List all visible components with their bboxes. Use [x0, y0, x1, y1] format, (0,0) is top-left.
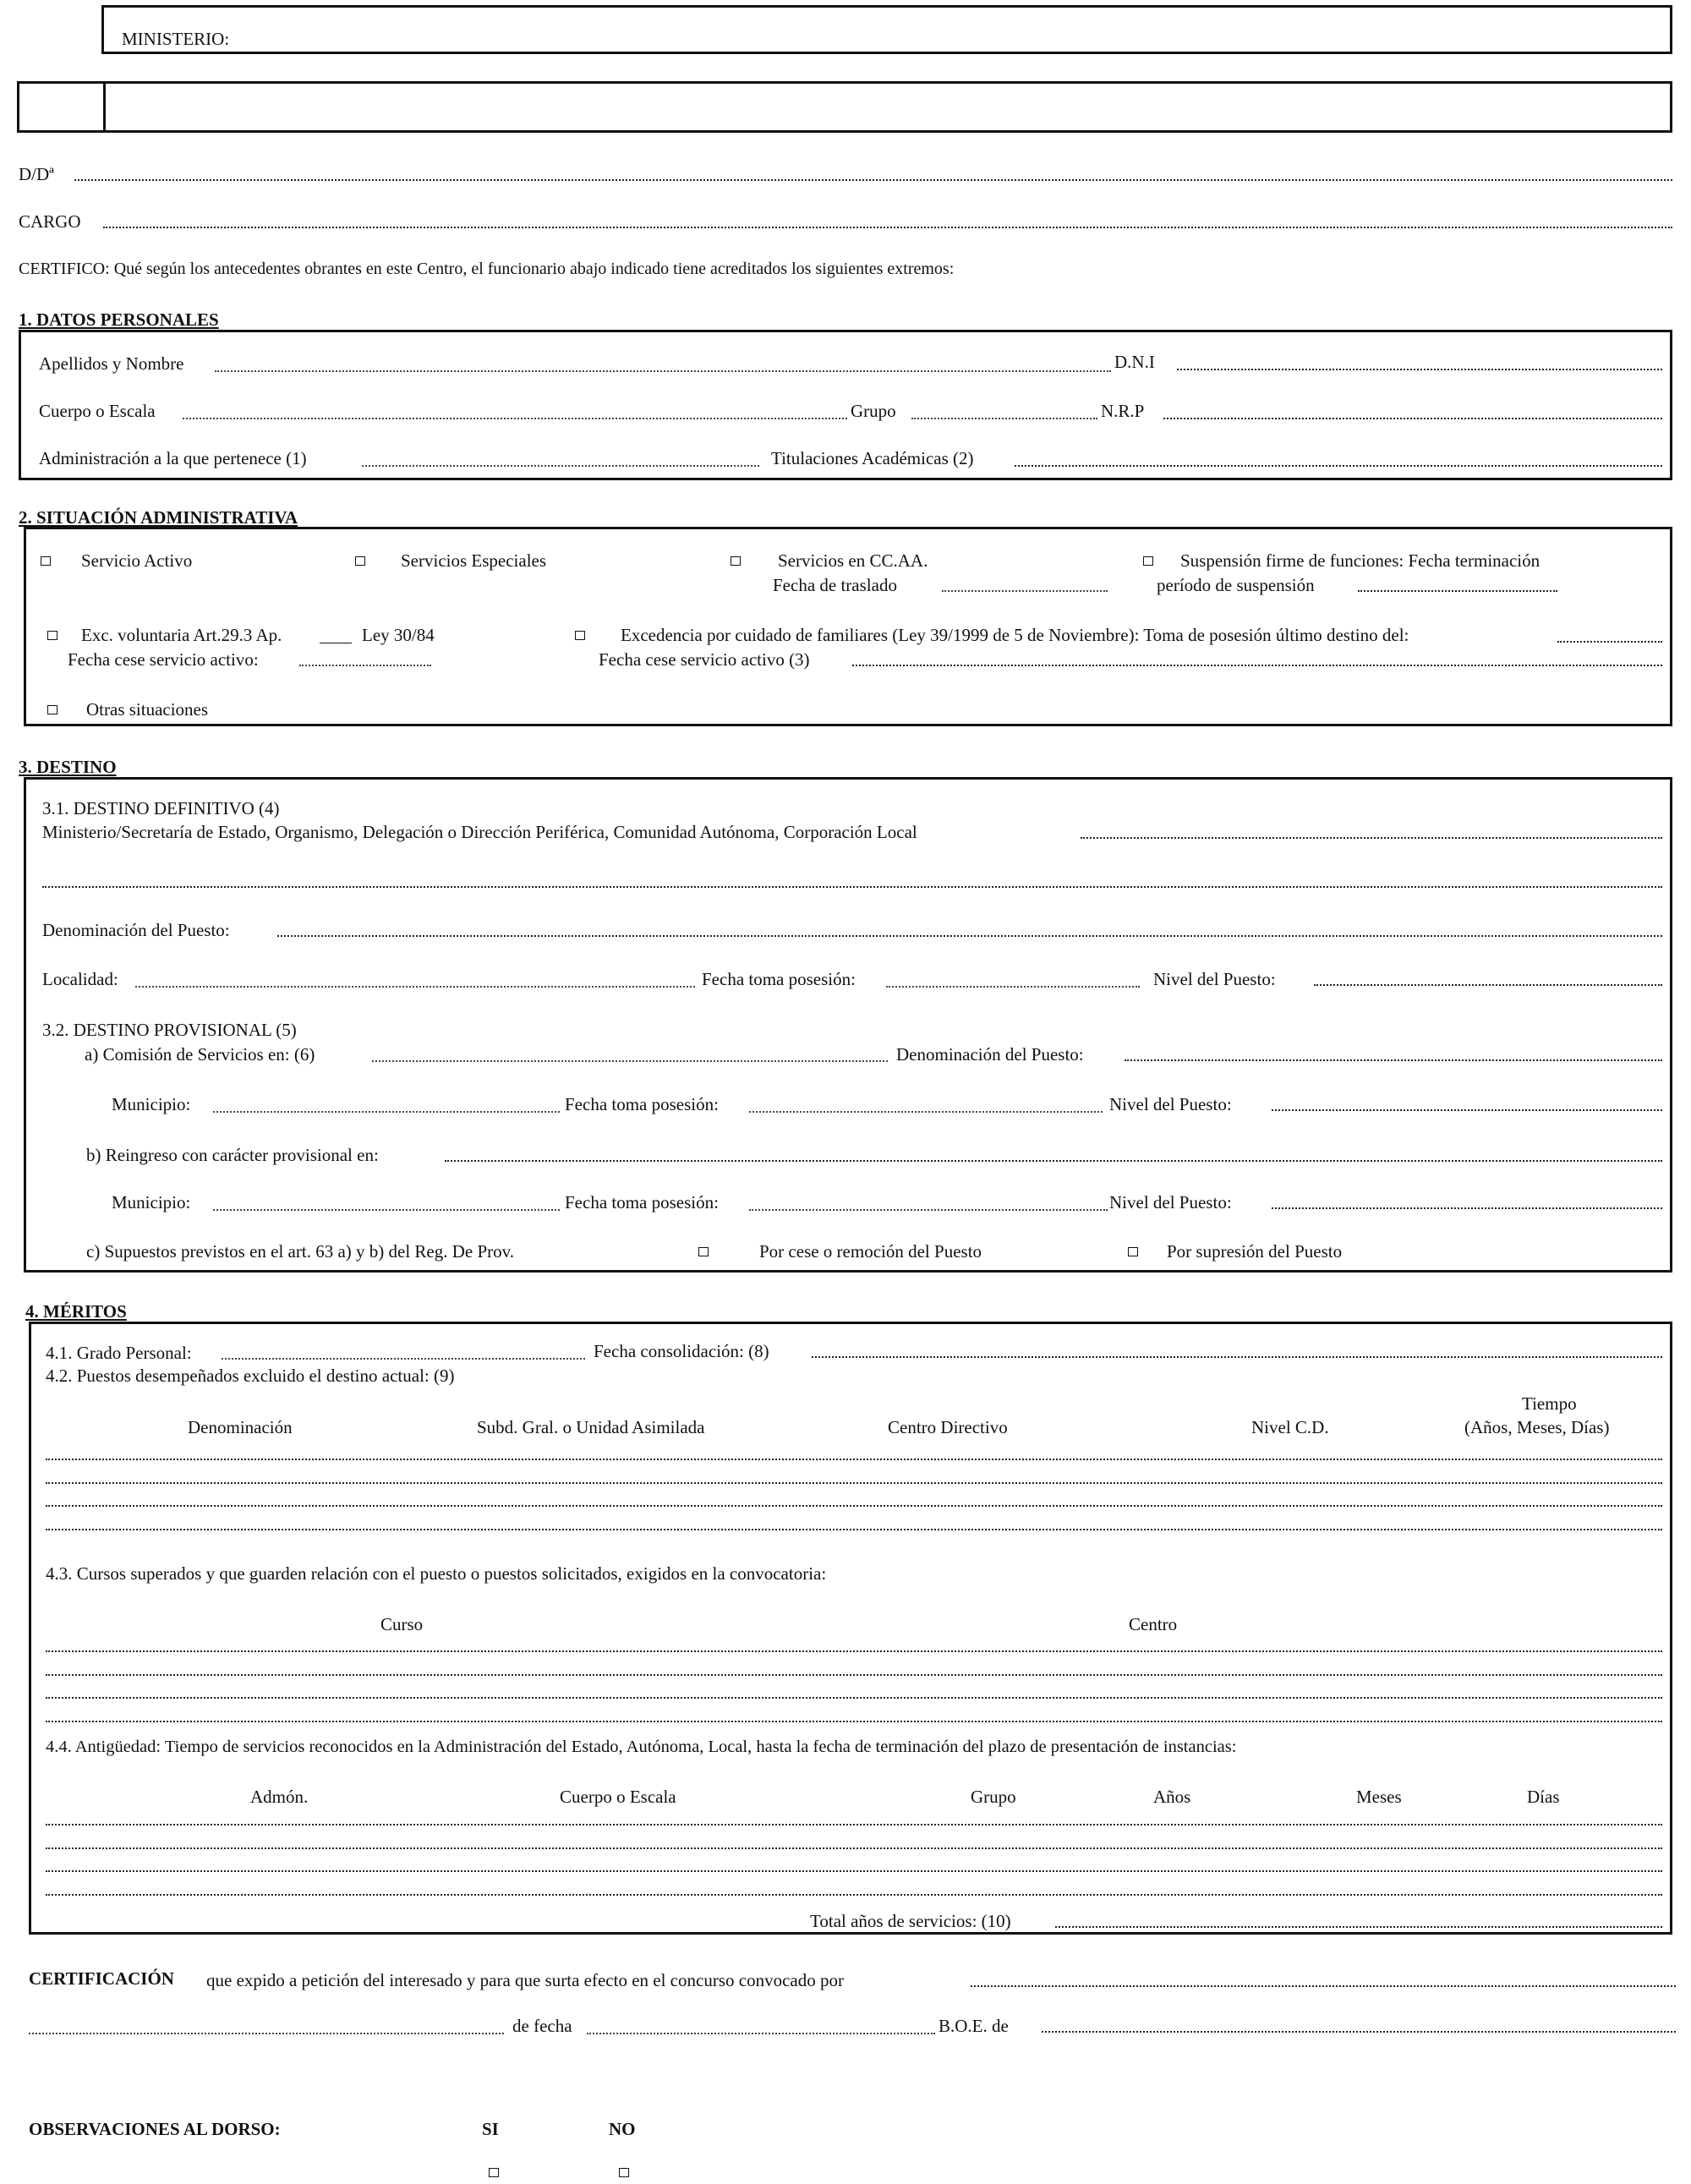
excedencia-field[interactable]: [1557, 641, 1662, 643]
grado-field[interactable]: [222, 1358, 585, 1360]
boe-field[interactable]: [1042, 2031, 1676, 2033]
no-label: NO: [609, 2119, 636, 2139]
antiguedad-label: 4.4. Antigüedad: Tiempo de servicios reconocidos en la Administración del Estado, Autónoma, Local, hasta la fecha de terminación del plazo de presentación de instancias:: [46, 1738, 1237, 1756]
reingreso-label: b) Reingreso con carácter provisional en:: [86, 1145, 379, 1165]
por-supresion-checkbox[interactable]: [1128, 1247, 1138, 1256]
fecha-traslado-field[interactable]: [942, 590, 1108, 592]
nivel2-field[interactable]: [1272, 1109, 1662, 1111]
section-4-title: 4. MÉRITOS: [25, 1301, 127, 1322]
cargo-label: CARGO: [19, 211, 81, 232]
nivel-label: Nivel del Puesto:: [1153, 969, 1276, 989]
cuerpo-field[interactable]: [183, 418, 847, 419]
cuerpo-label: Cuerpo o Escala: [39, 401, 156, 421]
titulaciones-field[interactable]: [1015, 465, 1662, 467]
municipio-label: Municipio:: [112, 1094, 191, 1114]
denominacion2-label: Denominación del Puesto:: [896, 1044, 1084, 1065]
puestos-row-2[interactable]: [46, 1482, 1662, 1484]
section-1-title: 1. DATOS PERSONALES: [19, 309, 219, 330]
fecha-cese-3-label: Fecha cese servicio activo (3): [599, 649, 810, 670]
fecha-consol-label: Fecha consolidación: (8): [594, 1341, 769, 1361]
otras-situaciones-label: Otras situaciones: [86, 699, 209, 720]
fecha-cese-3-field[interactable]: [852, 665, 1662, 666]
col-cuerpo: Cuerpo o Escala: [560, 1787, 676, 1807]
localidad-label: Localidad:: [42, 969, 118, 989]
unit-box[interactable]: [103, 81, 1672, 133]
dd-label: D/Dª: [19, 164, 54, 184]
certificacion-text: que expido a petición del interesado y para que surta efecto en el concurso convocado por: [206, 1970, 844, 1990]
antiguedad-row-4[interactable]: [46, 1894, 1662, 1896]
puestos-row-1[interactable]: [46, 1459, 1662, 1460]
meritos-box: [29, 1322, 1672, 1935]
otras-situaciones-checkbox[interactable]: [47, 705, 57, 714]
periodo-label: período de suspensión: [1157, 575, 1315, 595]
observaciones-label: OBSERVACIONES AL DORSO:: [29, 2119, 281, 2139]
exc-voluntaria-checkbox[interactable]: [47, 631, 57, 640]
grupo-label: Grupo: [851, 401, 896, 421]
total-label: Total años de servicios: (10): [810, 1911, 1011, 1931]
por-supresion-label: Por supresión del Puesto: [1167, 1241, 1343, 1262]
denominacion-field[interactable]: [277, 935, 1662, 937]
ministerio-line-field[interactable]: [1081, 837, 1662, 839]
excedencia-label: Excedencia por cuidado de familiares (Ley 39/1999 de 5 de Noviembre): Toma de posesión último destino del:: [621, 625, 1409, 645]
periodo-field[interactable]: [1358, 590, 1557, 592]
ministerio-label: MINISTERIO:: [122, 29, 230, 49]
municipio-field[interactable]: [213, 1111, 560, 1113]
servicios-especiales-checkbox[interactable]: [355, 556, 365, 566]
certifico-text: CERTIFICO: Qué según los antecedentes obrantes en este Centro, el funcionario abajo indicado tiene acreditados los siguientes extremos:: [19, 260, 955, 278]
section-2-title: 2. SITUACIÓN ADMINISTRATIVA: [19, 507, 298, 528]
no-checkbox[interactable]: [619, 2168, 629, 2177]
col-centro2: Centro: [1129, 1614, 1178, 1634]
destino-provisional-label: 3.2. DESTINO PROVISIONAL (5): [42, 1020, 297, 1040]
denominacion2-field[interactable]: [1125, 1059, 1662, 1061]
de-fecha-label: de fecha: [512, 2016, 572, 2036]
ministerio-box: [101, 5, 1672, 54]
col-tiempo: Tiempo: [1522, 1393, 1577, 1414]
cursos-row-2[interactable]: [46, 1674, 1662, 1676]
cursos-row-3[interactable]: [46, 1697, 1662, 1699]
reingreso-field[interactable]: [445, 1160, 1662, 1162]
cursos-row-1[interactable]: [46, 1650, 1662, 1652]
fecha-toma-field[interactable]: [886, 986, 1140, 988]
fecha-toma2-label: Fecha toma posesión:: [565, 1094, 719, 1114]
col-curso: Curso: [380, 1614, 424, 1634]
administracion-label: Administración a la que pertenece (1): [39, 448, 307, 468]
servicios-ccaa-checkbox[interactable]: [731, 556, 741, 566]
servicio-activo-checkbox[interactable]: [41, 556, 51, 566]
col-dias: Días: [1527, 1787, 1560, 1807]
servicio-activo-label: Servicio Activo: [81, 550, 193, 571]
puestos-row-3[interactable]: [46, 1505, 1662, 1507]
fecha-toma-label: Fecha toma posesión:: [702, 969, 856, 989]
antiguedad-row-3[interactable]: [46, 1870, 1662, 1872]
suspension-label: Suspensión firme de funciones: Fecha terminación: [1180, 550, 1541, 571]
suspension-checkbox[interactable]: [1143, 556, 1153, 566]
comision-label: a) Comisión de Servicios en: (6): [85, 1044, 315, 1065]
fecha-toma3-label: Fecha toma posesión:: [565, 1192, 719, 1212]
concurso-field[interactable]: [971, 1985, 1676, 1987]
fecha-consol-field[interactable]: [812, 1356, 1662, 1358]
municipio2-field[interactable]: [213, 1209, 560, 1211]
comision-field[interactable]: [372, 1060, 888, 1062]
col-grupo: Grupo: [971, 1787, 1016, 1807]
administracion-field[interactable]: [362, 465, 759, 467]
grupo-field[interactable]: [911, 418, 1097, 419]
municipio2-label: Municipio:: [112, 1192, 191, 1212]
section-3-title: 3. DESTINO: [19, 757, 117, 777]
apellidos-label: Apellidos y Nombre: [39, 353, 184, 374]
col-tiempo2: (Años, Meses, Días): [1464, 1417, 1610, 1437]
nivel3-label: Nivel del Puesto:: [1109, 1192, 1232, 1212]
denominacion-label: Denominación del Puesto:: [42, 920, 230, 940]
exc-voluntaria-label: Exc. voluntaria Art.29.3 Ap.: [81, 625, 282, 645]
fecha-cese-label: Fecha cese servicio activo:: [68, 649, 259, 670]
dni-label: D.N.I: [1114, 352, 1155, 372]
dd-field[interactable]: [74, 179, 1672, 181]
si-label: SI: [482, 2119, 499, 2139]
nrp-field[interactable]: [1163, 418, 1662, 419]
nivel2-label: Nivel del Puesto:: [1109, 1094, 1232, 1114]
apellidos-field[interactable]: [215, 370, 1111, 372]
dni-field[interactable]: [1177, 369, 1662, 370]
puestos-row-4[interactable]: [46, 1529, 1662, 1530]
titulaciones-label: Titulaciones Académicas (2): [771, 448, 974, 468]
fecha-toma3-field[interactable]: [749, 1209, 1108, 1211]
nrp-label: N.R.P: [1101, 401, 1145, 421]
total-field[interactable]: [1055, 1926, 1662, 1928]
boe-label: B.O.E. de: [939, 2016, 1009, 2036]
fecha-cese-field[interactable]: [299, 665, 431, 666]
col-centro: Centro Directivo: [888, 1417, 1008, 1437]
code-box[interactable]: [17, 81, 106, 133]
destino-definitivo-label: 3.1. DESTINO DEFINITIVO (4): [42, 798, 280, 818]
antiguedad-row-1[interactable]: [46, 1824, 1662, 1825]
concurso-field-2[interactable]: [29, 2033, 504, 2034]
col-meses: Meses: [1356, 1787, 1402, 1807]
col-nivel: Nivel C.D.: [1251, 1417, 1329, 1437]
cursos-label: 4.3. Cursos superados y que guarden relación con el puesto o puestos solicitados, exigidos en la convocatoria:: [46, 1563, 827, 1584]
supuestos-label: c) Supuestos previstos en el art. 63 a) y b) del Reg. De Prov.: [86, 1241, 515, 1262]
col-admon: Admón.: [250, 1787, 309, 1807]
localidad-field[interactable]: [135, 986, 695, 988]
certificacion-label: CERTIFICACIÓN: [29, 1968, 174, 1989]
ley-label: Ley 30/84: [362, 625, 435, 645]
por-cese-label: Por cese o remoción del Puesto: [759, 1241, 982, 1262]
cargo-field[interactable]: [103, 227, 1672, 228]
fecha-toma2-field[interactable]: [749, 1111, 1103, 1113]
grado-label: 4.1. Grado Personal:: [46, 1343, 192, 1363]
servicios-especiales-label: Servicios Especiales: [401, 550, 547, 571]
nivel-field[interactable]: [1314, 984, 1662, 986]
servicios-ccaa-label: Servicios en CC.AA.: [778, 550, 928, 571]
fecha-traslado-label: Fecha de traslado: [773, 575, 897, 595]
antiguedad-row-2[interactable]: [46, 1847, 1662, 1849]
col-anos: Años: [1153, 1787, 1191, 1807]
ministerio-line-field-2[interactable]: [42, 886, 1662, 888]
cursos-row-4[interactable]: [46, 1721, 1662, 1722]
nivel3-field[interactable]: [1272, 1207, 1662, 1209]
de-fecha-field[interactable]: [587, 2033, 935, 2034]
col-denominacion: Denominación: [188, 1417, 293, 1437]
puestos-label: 4.2. Puestos desempeñados excluido el destino actual: (9): [46, 1366, 455, 1386]
ministerio-line-label: Ministerio/Secretaría de Estado, Organismo, Delegación o Dirección Periférica, Comunidad Autónoma, Corporación Local: [42, 822, 917, 842]
excedencia-checkbox[interactable]: [575, 631, 585, 640]
por-cese-checkbox[interactable]: [698, 1247, 709, 1256]
si-checkbox[interactable]: [489, 2168, 499, 2177]
col-subd: Subd. Gral. o Unidad Asimilada: [477, 1417, 705, 1437]
